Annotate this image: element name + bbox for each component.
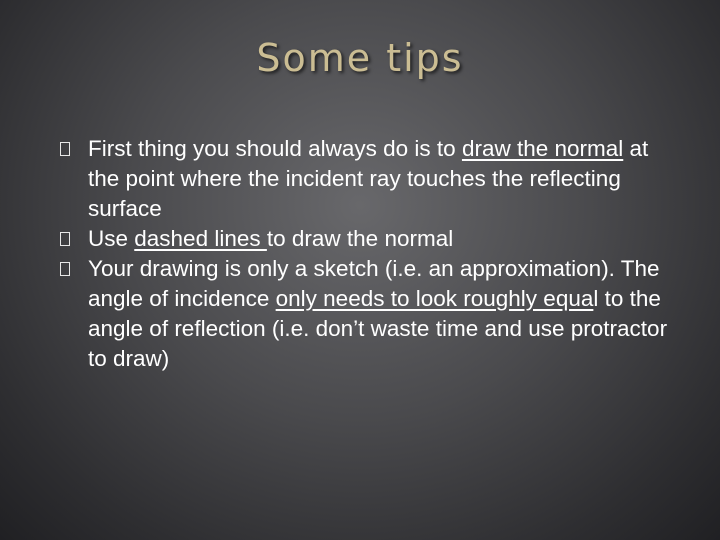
bullet-item	[60, 254, 670, 374]
underlined-text-segment: only needs to look roughly equa	[275, 286, 594, 311]
bullet-text-segment: Use	[88, 226, 135, 251]
square-bullet-icon	[60, 232, 70, 246]
bullet-text-segment: at the point where the incident ray touches the reflecting surface	[88, 136, 649, 221]
bullet-text-segment: l to the angle of reflection (i.e. don’t waste time and use protractor to draw)	[88, 286, 668, 371]
bullet-text-segment: to draw the normal	[266, 226, 454, 251]
bullet-item	[60, 224, 670, 254]
underlined-text-segment: dashed lines	[134, 226, 267, 251]
underlined-text-segment: draw the normal	[461, 136, 624, 161]
bullet-text-segment: First thing you should always do is to	[88, 136, 462, 161]
slide-title: Some tips	[256, 36, 464, 80]
bullet-item	[60, 134, 670, 224]
square-bullet-icon	[60, 262, 70, 276]
square-bullet-icon	[60, 142, 70, 156]
bullet-list	[60, 134, 670, 374]
bullet-text-segment: Your drawing is only a sketch (i.e. an approximation). The angle of incidence	[88, 256, 660, 311]
